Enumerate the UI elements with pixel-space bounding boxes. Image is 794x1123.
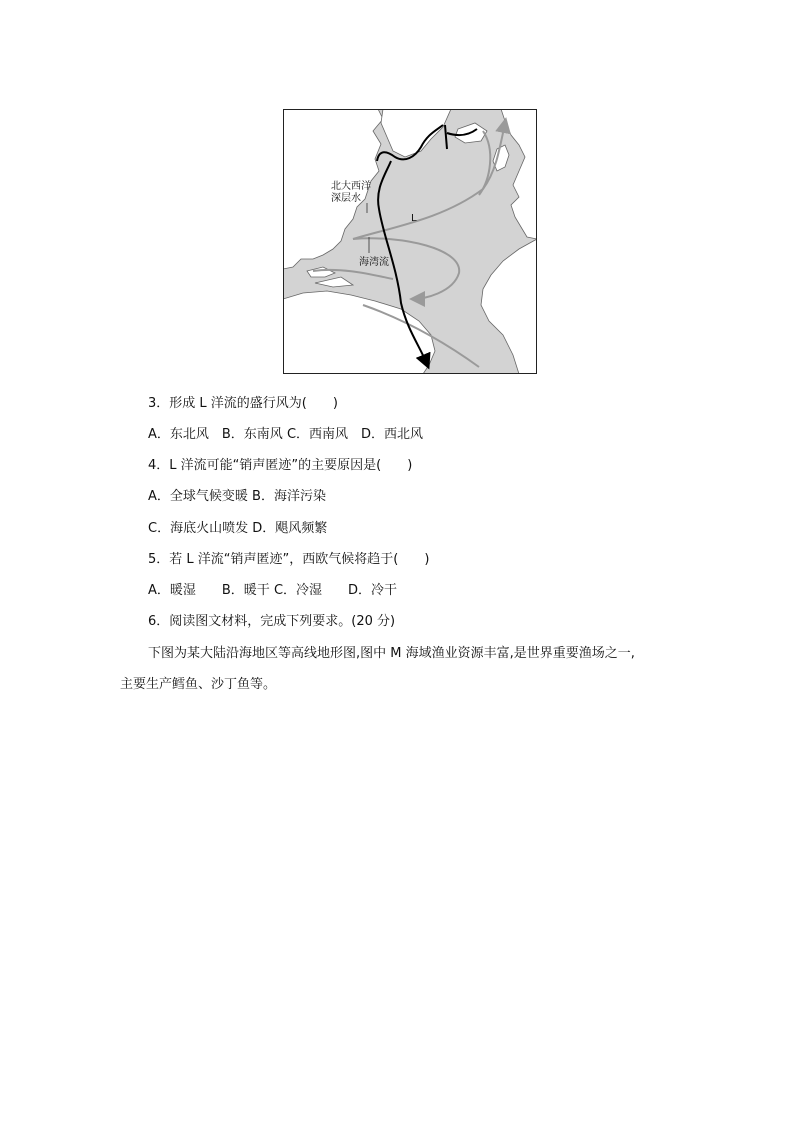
- question-4-stem: 4．L 洋流可能“销声匿迹”的主要原因是( ): [148, 458, 413, 473]
- question-5-stem: 5．若 L 洋流“销声匿迹”，西欧气候将趋于( ): [148, 552, 430, 567]
- label-L: L: [411, 213, 417, 224]
- paragraph-line1: 下图为某大陆沿海地区等高线地形图,图中 M 海域渔业资源丰富,是世界重要渔场之一,: [148, 646, 635, 661]
- ocean-current-map: [283, 109, 537, 374]
- label-nadw-line2: 深层水: [331, 193, 361, 204]
- question-4-options-line2: C．海底火山喷发 D．飓风频繁: [148, 521, 328, 536]
- question-4-options-line1: A．全球气候变暖 B．海洋污染: [148, 489, 326, 504]
- question-5-options: A．暖湿 B．暖干 C．冷湿 D．冷干: [148, 583, 398, 598]
- label-nadw-line1: 北大西洋: [331, 181, 371, 192]
- label-gulf-stream: 海湾流: [359, 257, 389, 268]
- material-paragraph: [120, 638, 680, 700]
- question-3-stem: 3．形成 L 洋流的盛行风为( ): [148, 396, 338, 411]
- question-6-stem: 6．阅读图文材料，完成下列要求。(20 分): [148, 614, 396, 629]
- map-svg: [283, 109, 537, 374]
- paragraph-line2: 主要生产鳕鱼、沙丁鱼等。: [120, 677, 277, 692]
- question-3-options: A．东北风 B．东南风 C．西南风 D．西北风: [148, 427, 424, 442]
